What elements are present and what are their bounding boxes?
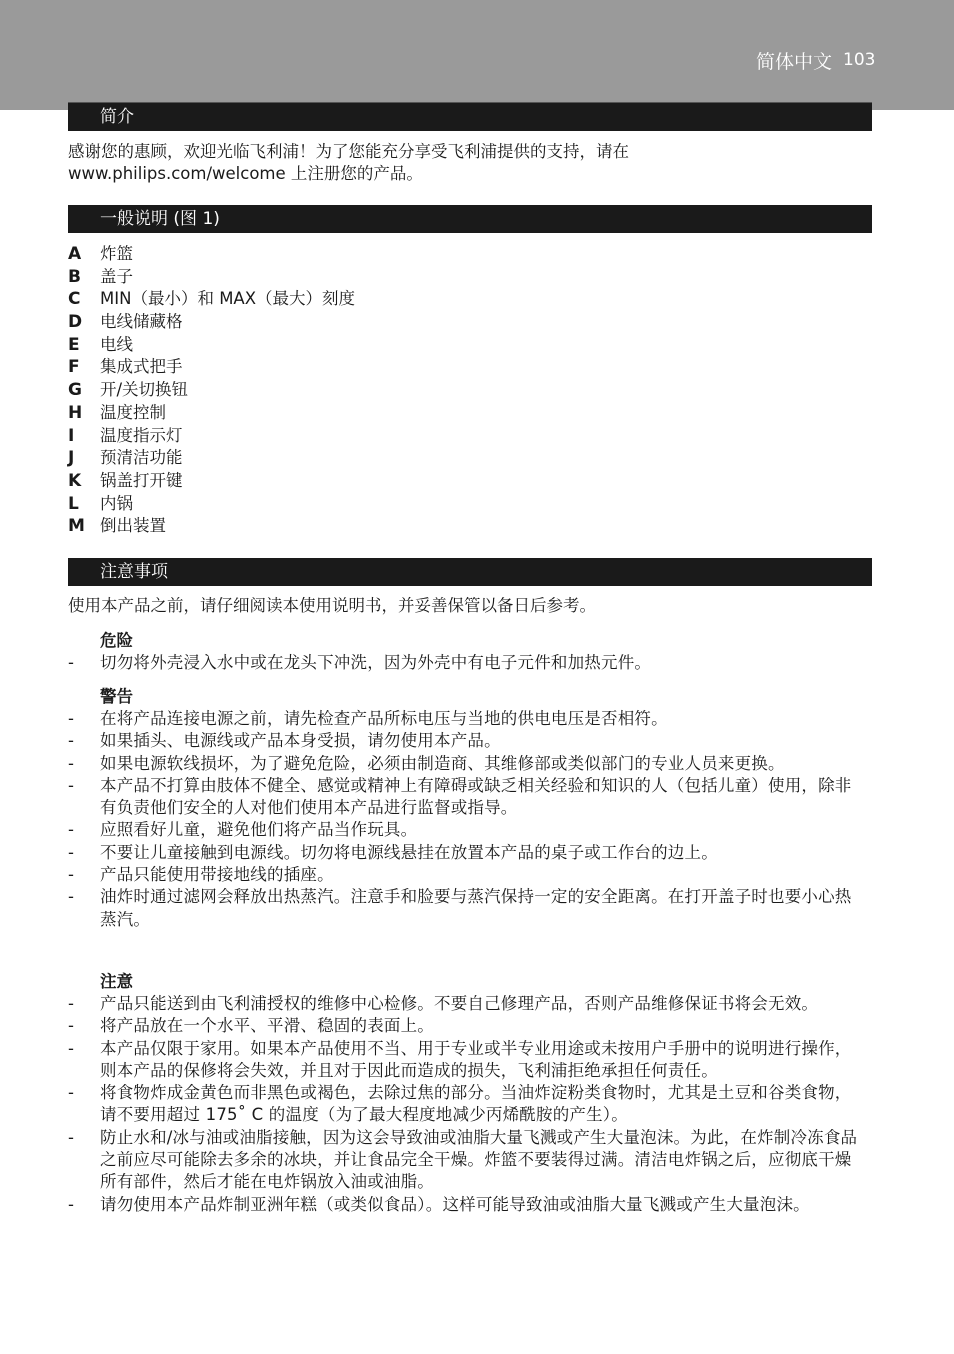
item-text: 如果插头、电源线或产品本身受损，请勿使用本产品。 xyxy=(100,731,501,751)
part-label: 锅盖打开键 xyxy=(100,470,183,490)
item-text: 在将产品连接电源之前，请先检查产品所标电压与当地的供电电压是否相符。 xyxy=(100,709,668,728)
list-item: - 在将产品连接电源之前，请先检查产品所标电压与当地的供电电压是否相符。 xyxy=(68,708,868,730)
part-letter: H xyxy=(68,402,83,423)
list-item xyxy=(68,493,355,516)
part-label: 内锅 xyxy=(100,493,133,513)
part-label: 预清洁功能 xyxy=(100,448,183,468)
list-item: - 产品只能使用带接地线的插座。 xyxy=(68,864,868,886)
item-text: 油炸时通过滤网会释放出热蒸汽。注意手和脸要与蒸汽保持一定的安全距离。在打开盖子时也要小心热蒸汽。 xyxy=(100,887,852,929)
part-label: 开/关切换钮 xyxy=(100,380,189,400)
item-text: 将产品放在一个水平、平滑、稳固的表面上。 xyxy=(100,1016,434,1036)
part-label: 电线 xyxy=(100,334,133,354)
list-item xyxy=(68,243,355,266)
list-item: - 应照看好儿童，避免他们将产品当作玩具。 xyxy=(68,819,868,841)
part-letter: A xyxy=(68,244,82,264)
item-text: 不要让儿童接触到电源线。切勿将电源线悬挂在放置本产品的桌子或工作台的边上。 xyxy=(100,842,718,862)
part-letter: C xyxy=(68,289,81,310)
part-label: 电线储藏格 xyxy=(100,312,183,332)
header-bar xyxy=(0,0,954,110)
item-text: 本产品仅限于家用。如果本产品使用不当、用于专业或半专业用途或未按用户手册中的说明进行操作，则本产品的保修将会失效，并且对于因此而造成的损失，飞利浦拒绝承担任何责任。 xyxy=(100,1038,852,1080)
section-title-important: 注意事项 xyxy=(68,558,872,586)
part-label: 炸篮 xyxy=(100,244,133,263)
page-number: 103 xyxy=(843,50,876,70)
item-text: 切勿将外壳浸入水中或在龙头下冲洗，因为外壳中有电子元件和加热元件。 xyxy=(100,653,652,672)
part-letter: B xyxy=(68,266,81,287)
list-item xyxy=(68,447,355,470)
part-letter: K xyxy=(68,470,82,491)
list-item xyxy=(68,266,355,289)
list-item: - 油炸时通过滤网会释放出热蒸汽。注意手和脸要与蒸汽保持一定的安全距离。在打开盖子时也要小心热蒸汽。 xyxy=(68,886,868,931)
list-item: - 本产品不打算由肢体不健全、感觉或精神上有障碍或缺乏相关经验和知识的人（包括儿童）使用，除非有负责他们安全的人对他们使用本产品进行监督或指导。 xyxy=(68,775,868,820)
list-item: - 如果电源软线损坏，为了避免危险，必须由制造商、其维修部或类似部门的专业人员来更换。 xyxy=(68,753,868,775)
intro-text-line2: www.philips.com/welcome 上注册您的产品。 xyxy=(68,164,423,183)
part-letter: J xyxy=(68,448,75,469)
part-letter: L xyxy=(68,493,79,514)
item-text: 如果电源软线损坏，为了避免危险，必须由制造商、其维修部或类似部门的专业人员来更换。 xyxy=(100,753,785,773)
part-label: MIN（最小）和 MAX（最大）刻度 xyxy=(100,289,356,309)
list-item: - 本产品仅限于家用。如果本产品使用不当、用于专业或半专业用途或未按用户手册中的说明进行操作，则本产品的保修将会失效，并且对于因此而造成的损失，飞利浦拒绝承担任何责任。 xyxy=(68,1038,868,1083)
important-intro: 使用本产品之前，请仔细阅读本使用说明书，并妥善保管以备日后参考。 xyxy=(68,596,596,615)
item-text: 应照看好儿童，避免他们将产品当作玩具。 xyxy=(100,820,418,840)
part-letter: G xyxy=(68,380,82,401)
part-label: 盖子 xyxy=(100,266,133,286)
list-item xyxy=(68,334,355,357)
part-letter: F xyxy=(68,357,80,378)
list-item xyxy=(68,425,355,448)
list-item: - 请勿使用本产品炸制亚洲年糕（或类似食品）。这样可能导致油或油脂大量飞溅或产生大量泡沫。 xyxy=(68,1194,868,1216)
danger-heading: 危险 xyxy=(100,631,133,650)
list-item: - 产品只能送到由飞利浦授权的维修中心检修。不要自己修理产品，否则产品维修保证书将会无效。 xyxy=(68,993,868,1015)
list-item xyxy=(68,379,355,402)
section-title-intro: 简介 xyxy=(68,103,872,131)
part-letter: M xyxy=(68,516,85,537)
intro-text-line1: 感谢您的惠顾，欢迎光临飞利浦！为了您能充分享受飞利浦提供的支持，请在 xyxy=(68,142,629,161)
list-item: - 不要让儿童接触到电源线。切勿将电源线悬挂在放置本产品的桌子或工作台的边上。 xyxy=(68,842,868,864)
item-text: 本产品不打算由肢体不健全、感觉或精神上有障碍或缺乏相关经验和知识的人（包括儿童）使用，除非有负责他们安全的人对他们使用本产品进行监督或指导。 xyxy=(100,775,852,818)
caution-heading: 注意 xyxy=(100,972,133,991)
intro-text xyxy=(68,141,868,185)
item-text: 产品只能送到由飞利浦授权的维修中心检修。不要自己修理产品，否则产品维修保证书将会无效。 xyxy=(100,994,819,1013)
list-item: - 将食物炸成金黄色而非黑色或褐色，去除过焦的部分。当油炸淀粉类食物时，尤其是土豆和谷类食物，请不要用超过 175˚ C 的温度（为了最大程度地减少丙烯酰胺的产生）。 xyxy=(68,1082,868,1127)
part-label: 倒出装置 xyxy=(100,516,166,536)
item-text: 请勿使用本产品炸制亚洲年糕（或类似食品）。这样可能导致油或油脂大量飞溅或产生大量泡沫。 xyxy=(100,1194,810,1214)
danger-list xyxy=(68,652,868,674)
list-item: - 如果插头、电源线或产品本身受损，请勿使用本产品。 xyxy=(68,730,868,752)
warning-list xyxy=(68,708,868,931)
part-letter: I xyxy=(68,425,75,446)
part-letter: D xyxy=(68,312,83,333)
list-item: - 将产品放在一个水平、平滑、稳固的表面上。 xyxy=(68,1015,868,1037)
list-item xyxy=(68,311,355,334)
part-label: 温度指示灯 xyxy=(100,425,183,445)
list-item xyxy=(68,515,355,538)
list-item xyxy=(68,356,355,379)
list-item: - 防止水和/冰与油或油脂接触，因为这会导致油或油脂大量飞溅或产生大量泡沫。为此，在炸制冷冻食品之前应尽可能除去多余的冰块，并让食品完全干燥。炸篮不要装得过满。清洁电炸锅之后，应彻底干燥所有部件，然后才能在电炸锅放入油或油脂。 xyxy=(68,1127,868,1194)
item-text: 产品只能使用带接地线的插座。 xyxy=(100,865,334,885)
list-item xyxy=(68,288,355,311)
warning-heading: 警告 xyxy=(100,687,133,706)
language-label: 简体中文 xyxy=(755,51,832,73)
item-text: 将食物炸成金黄色而非黑色或褐色，去除过焦的部分。当油炸淀粉类食物时，尤其是土豆和谷类食物，请不要用超过 175˚ C 的温度（为了最大程度地减少丙烯酰胺的产生）。 xyxy=(100,1083,852,1125)
list-item xyxy=(68,470,355,493)
item-text: 防止水和/冰与油或油脂接触，因为这会导致油或油脂大量飞溅或产生大量泡沫。为此，在炸制冷冻食品之前应尽可能除去多余的冰块，并让食品完全干燥。炸篮不要装得过满。清洁电炸锅之后，应彻底干燥所有部件，然后才能在电炸锅放入油或油脂。 xyxy=(100,1127,858,1192)
section-title-general: 一般说明 (图 1) xyxy=(68,205,872,233)
part-label: 温度控制 xyxy=(100,402,166,422)
list-item: - 切勿将外壳浸入水中或在龙头下冲洗，因为外壳中有电子元件和加热元件。 xyxy=(68,652,868,674)
list-item xyxy=(68,402,355,425)
caution-list xyxy=(68,993,868,1216)
part-letter: E xyxy=(68,334,80,355)
part-label: 集成式把手 xyxy=(100,357,183,377)
parts-list xyxy=(68,243,355,538)
